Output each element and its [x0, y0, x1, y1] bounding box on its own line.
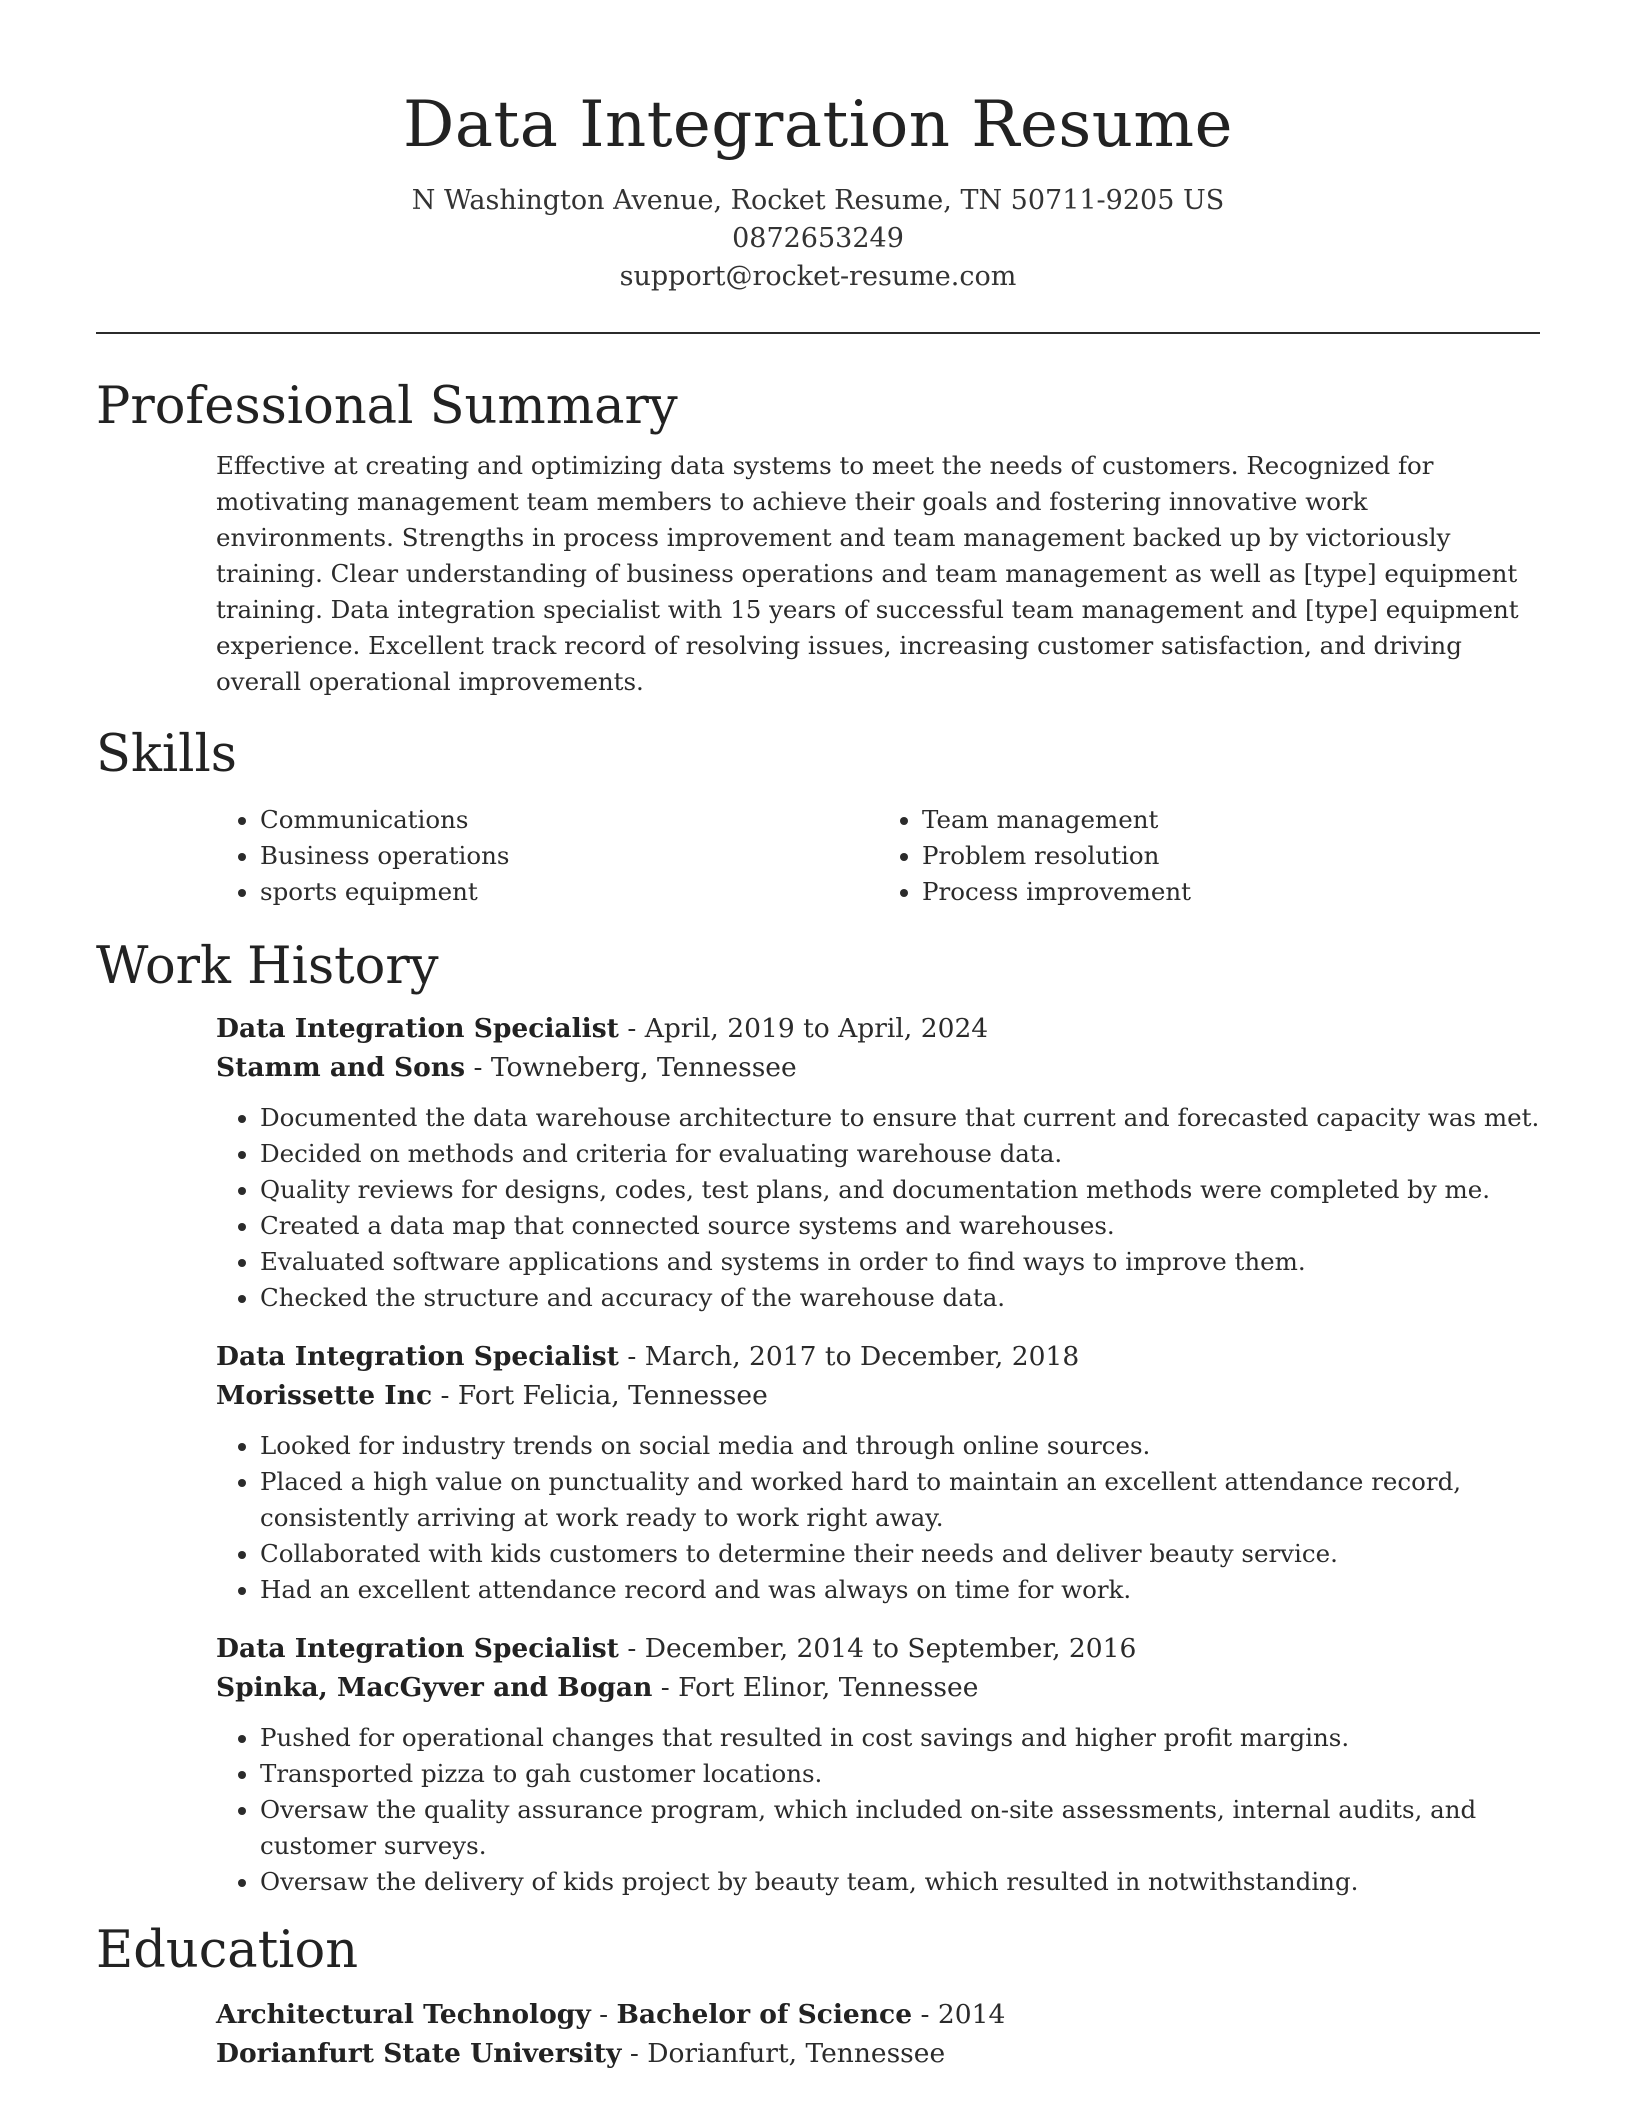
job-entry — [216, 1010, 1540, 1316]
job-location: Towneberg, Tennessee — [490, 1052, 797, 1083]
header-divider — [96, 332, 1540, 334]
job-title-line: Data Integration Specialist - December, 2014 to September, 2016 — [216, 1633, 1137, 1664]
job-location: Fort Elinor, Tennessee — [678, 1672, 979, 1703]
resume-name: Data Integration Resume — [403, 88, 1233, 162]
skills-column-left — [216, 802, 878, 910]
skill-item: • Team management — [922, 802, 1540, 838]
job-bullets — [216, 1720, 1540, 1900]
degree-field: Architectural Technology — [216, 1999, 591, 2030]
job-bullet: • Placed a high value on punctuality and worked hard to maintain an excellent attendance record, consistently arriving at work ready to work right away. — [260, 1464, 1540, 1536]
job-entry — [216, 1338, 1540, 1608]
job-dates: December, 2014 to September, 2016 — [644, 1633, 1137, 1664]
job-bullet: • Evaluated software applications and systems in order to find ways to improve them. — [260, 1244, 1540, 1280]
summary-section — [96, 374, 1540, 700]
job-bullets — [216, 1100, 1540, 1316]
job-title-line: Data Integration Specialist - April, 2019 to April, 2024 — [216, 1013, 989, 1044]
degree-line: Architectural Technology - Bachelor of Science - 2014 — [216, 1999, 1006, 2030]
job-company: Spinka, MacGyver and Bogan — [216, 1672, 653, 1703]
job-dates: April, 2019 to April, 2024 — [644, 1013, 989, 1044]
skills-column-right — [878, 802, 1540, 910]
job-bullet: • Oversaw the quality assurance program, which included on-site assessments, internal audits, and customer surveys. — [260, 1792, 1540, 1864]
job-title-line: Data Integration Specialist - March, 2017 to December, 2018 — [216, 1341, 1080, 1372]
skill-item: • Process improvement — [922, 874, 1540, 910]
job-bullet: • Had an excellent attendance record and was always on time for work. — [260, 1572, 1540, 1608]
job-bullet: • Looked for industry trends on social media and through online sources. — [260, 1428, 1540, 1464]
graduation-year: 2014 — [937, 1999, 1006, 2030]
phone: 0872653249 — [732, 223, 904, 254]
resume-page — [96, 0, 1540, 2074]
email: support@rocket-resume.com — [619, 261, 1017, 292]
summary-title: Professional Summary — [96, 377, 678, 436]
school-name: Dorianfurt State University — [216, 2038, 622, 2069]
job-role: Data Integration Specialist — [216, 1341, 619, 1372]
job-company-line: Spinka, MacGyver and Bogan - Fort Elinor, Tennessee — [216, 1672, 979, 1703]
skills-list — [216, 802, 1540, 910]
job-role: Data Integration Specialist — [216, 1633, 619, 1664]
job-bullet: • Decided on methods and criteria for evaluating warehouse data. — [260, 1136, 1540, 1172]
skill-item: • Problem resolution — [922, 838, 1540, 874]
skills-section — [96, 722, 1540, 910]
education-section — [96, 1918, 1540, 2074]
job-company-line: Morissette Inc - Fort Felicia, Tennessee — [216, 1380, 768, 1411]
school-location: Dorianfurt, Tennessee — [647, 2038, 946, 2069]
job-bullet: • Documented the data warehouse architecture to ensure that current and forecasted capacity was met. — [260, 1100, 1540, 1136]
job-bullet: • Created a data map that connected source systems and warehouses. — [260, 1208, 1540, 1244]
job-bullet: • Checked the structure and accuracy of the warehouse data. — [260, 1280, 1540, 1316]
job-location: Fort Felicia, Tennessee — [457, 1380, 768, 1411]
skills-title: Skills — [96, 725, 237, 784]
job-company: Stamm and Sons — [216, 1052, 466, 1083]
job-company: Morissette Inc — [216, 1380, 433, 1411]
degree-type: Bachelor of Science — [616, 1999, 913, 2030]
skill-item: • sports equipment — [260, 874, 878, 910]
job-company-line: Stamm and Sons - Towneberg, Tennessee — [216, 1052, 797, 1083]
education-title: Education — [96, 1921, 359, 1980]
education-entry — [216, 1996, 1540, 2074]
job-bullet: • Transported pizza to gah customer locations. — [260, 1756, 1540, 1792]
school-line: Dorianfurt State University - Dorianfurt, Tennessee — [216, 2038, 946, 2069]
job-bullets — [216, 1428, 1540, 1608]
summary-text: Effective at creating and optimizing data systems to meet the needs of customers. Recognized for motivating management team members to achieve their goals and fostering innovative work environments. Strengths in process improvement and team management backed up by victoriously training. Clear understanding of business operations and team management as well as [type] equipment training. Data integration specialist with 15 years of successful team management and [type] equipment experience. Excellent track record of resolving issues, increasing customer satisfaction, and driving overall operational improvements. — [216, 451, 1519, 696]
job-bullet: • Quality reviews for designs, codes, test plans, and documentation methods were completed by me. — [260, 1172, 1540, 1208]
work-history-title: Work History — [96, 937, 439, 996]
job-dates: March, 2017 to December, 2018 — [644, 1341, 1080, 1372]
job-role: Data Integration Specialist — [216, 1013, 619, 1044]
job-bullet: • Collaborated with kids customers to determine their needs and deliver beauty service. — [260, 1536, 1540, 1572]
address: N Washington Avenue, Rocket Resume, TN 50711-9205 US — [411, 185, 1225, 216]
skill-item: • Business operations — [260, 838, 878, 874]
work-history-section — [96, 934, 1540, 1900]
resume-header — [96, 0, 1540, 296]
job-bullet: • Oversaw the delivery of kids project by beauty team, which resulted in notwithstanding. — [260, 1864, 1540, 1900]
job-entry — [216, 1630, 1540, 1900]
job-bullet: • Pushed for operational changes that resulted in cost savings and higher profit margins. — [260, 1720, 1540, 1756]
skill-item: • Communications — [260, 802, 878, 838]
